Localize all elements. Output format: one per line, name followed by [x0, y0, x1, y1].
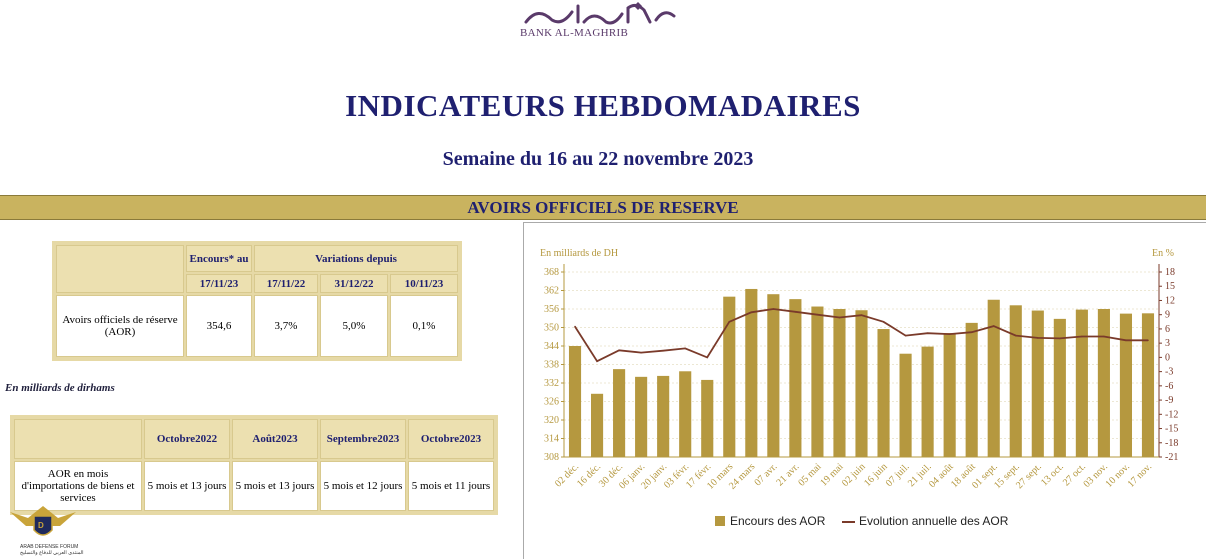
- category-label: 27 oct.: [1060, 461, 1088, 489]
- category-label: 03 févr.: [661, 461, 692, 491]
- month-header: Août2023: [232, 419, 318, 459]
- bar: [1120, 314, 1132, 457]
- category-label: 24 mars: [727, 461, 758, 492]
- category-label: 21 avr.: [774, 461, 802, 489]
- category-label: 18 août: [949, 461, 978, 491]
- bar: [1010, 305, 1022, 457]
- right-tick-label: -3: [1165, 366, 1174, 378]
- right-tick-label: 9: [1165, 309, 1170, 321]
- encours-header: Encours* au: [186, 245, 252, 272]
- row-label: AOR en mois d'importations de biens et services: [14, 461, 142, 511]
- left-tick-label: 344: [544, 341, 559, 352]
- category-label: 27 sept.: [1014, 461, 1044, 492]
- left-tick-label: 356: [544, 304, 559, 315]
- legend-bar-swatch: [715, 516, 725, 526]
- category-label: 10 mars: [705, 461, 736, 492]
- line-point: [1125, 340, 1127, 342]
- left-axis-label: En milliards de DH: [540, 248, 619, 259]
- value-cell: 3,7%: [254, 295, 318, 357]
- line-point: [640, 352, 642, 354]
- date-header: 17/11/22: [254, 274, 318, 293]
- category-label: 20 janv.: [639, 461, 670, 492]
- value-cell: 5 mois et 13 jours: [232, 461, 318, 511]
- bar: [1054, 319, 1066, 457]
- bar: [701, 380, 713, 457]
- line-point: [861, 314, 863, 316]
- bank-logo: [510, 0, 690, 44]
- month-header: Septembre2023: [320, 419, 406, 459]
- value-cell: 5 mois et 13 jours: [144, 461, 230, 511]
- import-months-table: [10, 415, 498, 515]
- category-label: 01 sept.: [970, 461, 1000, 492]
- bar: [679, 371, 691, 457]
- line-point: [795, 311, 797, 313]
- category-label: 06 janv.: [617, 461, 648, 492]
- row-label: Avoirs officiels de réserve (AOR): [56, 295, 184, 357]
- line-point: [1103, 336, 1105, 338]
- right-tick-label: 6: [1165, 323, 1170, 335]
- page-title: INDICATEURS HEBDOMADAIRES: [345, 88, 861, 123]
- line-point: [574, 326, 576, 328]
- line-point: [1015, 335, 1017, 337]
- left-tick-label: 368: [544, 267, 559, 278]
- category-label: 10 nov.: [1103, 461, 1133, 490]
- bar: [1076, 310, 1088, 457]
- category-label: 30 déc.: [597, 461, 626, 490]
- date-header: 10/11/23: [390, 274, 458, 293]
- value-cell: 0,1%: [390, 295, 458, 357]
- line-point: [1081, 336, 1083, 338]
- empty-header-cell: [14, 419, 142, 459]
- legend-line-label: Evolution annuelle des AOR: [859, 514, 1009, 528]
- page-subtitle: Semaine du 16 au 22 novembre 2023: [442, 148, 754, 170]
- bar: [789, 299, 801, 457]
- chart-panel: [523, 222, 1206, 559]
- category-label: 03 nov.: [1081, 461, 1111, 490]
- variations-header: Variations depuis: [254, 245, 458, 272]
- bar: [944, 333, 956, 457]
- shield-icon: [8, 504, 78, 544]
- bar: [657, 376, 669, 457]
- line-point: [751, 312, 753, 314]
- right-tick-label: -21: [1165, 452, 1179, 463]
- category-label: 02 déc.: [552, 461, 582, 490]
- bar: [900, 354, 912, 457]
- units-note: En milliards de dirhams: [5, 382, 115, 394]
- section-title: AVOIRS OFFICIELS DE RESERVE: [0, 195, 1206, 220]
- value-cell: 354,6: [186, 295, 252, 357]
- left-tick-label: 338: [544, 359, 559, 371]
- right-tick-label: 12: [1165, 295, 1175, 307]
- right-tick-label: -15: [1165, 423, 1179, 435]
- line-point: [817, 314, 819, 316]
- right-axis-label: En %: [1152, 248, 1174, 259]
- bar: [569, 346, 581, 457]
- bank-logo-text: BANK AL-MAGHRIB: [520, 27, 629, 39]
- line-point: [971, 331, 973, 333]
- bar: [877, 329, 889, 457]
- reserves-table: [52, 241, 462, 361]
- line-point: [1147, 340, 1149, 342]
- month-header: Octobre2023: [408, 419, 494, 459]
- left-tick-label: 308: [544, 452, 559, 463]
- line-point: [618, 349, 620, 351]
- line-point: [927, 332, 929, 334]
- date-header: 31/12/22: [320, 274, 388, 293]
- date-header: 17/11/23: [186, 274, 252, 293]
- left-tick-label: 332: [544, 378, 559, 389]
- line-point: [883, 321, 885, 323]
- line-point: [773, 308, 775, 310]
- line-point: [706, 357, 708, 359]
- line-point: [949, 333, 951, 335]
- watermark-brand: ARAB DEFENSE FORUM: [20, 544, 79, 550]
- month-header: Octobre2022: [144, 419, 230, 459]
- bar: [833, 309, 845, 457]
- line-point: [839, 317, 841, 319]
- category-label: 19 mai: [818, 461, 846, 489]
- category-label: 17 nov.: [1125, 461, 1155, 490]
- line-point: [1059, 338, 1061, 340]
- category-label: 07 juil.: [883, 461, 912, 490]
- bar: [988, 300, 1000, 457]
- value-cell: 5 mois et 11 jours: [408, 461, 494, 511]
- legend-bar-label: Encours des AOR: [730, 514, 826, 528]
- category-label: 02 juin: [840, 461, 868, 489]
- right-tick-label: -9: [1165, 395, 1174, 407]
- left-tick-label: 314: [544, 433, 559, 445]
- right-tick-label: 0: [1165, 352, 1170, 364]
- bank-logo-icon: [518, 0, 678, 30]
- bar: [811, 307, 823, 457]
- right-tick-label: -6: [1165, 380, 1174, 392]
- line-point: [1037, 337, 1039, 339]
- category-label: 13 oct.: [1038, 461, 1066, 489]
- category-label: 17 févr.: [683, 461, 714, 491]
- line-point: [728, 321, 730, 323]
- left-tick-label: 362: [544, 285, 559, 297]
- line-point: [993, 325, 995, 327]
- left-tick-label: 350: [544, 322, 559, 334]
- right-tick-label: 3: [1165, 338, 1170, 350]
- category-label: 16 juin: [862, 461, 890, 489]
- category-label: 04 août: [926, 461, 956, 491]
- left-tick-label: 326: [544, 396, 559, 408]
- category-label: 16 déc.: [574, 461, 604, 490]
- line-point: [905, 335, 907, 337]
- bar: [1142, 313, 1154, 457]
- tables-panel: [0, 222, 522, 559]
- bar: [635, 377, 647, 457]
- bar: [767, 294, 779, 457]
- value-cell: 5,0%: [320, 295, 388, 357]
- bar: [855, 310, 867, 457]
- category-label: 21 juil.: [905, 461, 934, 490]
- bar: [613, 369, 625, 457]
- watermark-sub: المنتدى العربي للدفاع والتسليح: [20, 550, 84, 556]
- bar: [591, 394, 603, 457]
- line-point: [684, 348, 686, 350]
- watermark: [8, 504, 88, 559]
- empty-header-cell: [56, 245, 184, 293]
- line-point: [662, 350, 664, 352]
- reserves-chart: [524, 223, 1206, 559]
- category-label: 07 avr.: [752, 461, 780, 489]
- right-tick-label: 18: [1165, 267, 1175, 278]
- category-label: 15 sept.: [992, 461, 1022, 492]
- bar: [1098, 309, 1110, 457]
- right-tick-label: -18: [1165, 437, 1179, 449]
- line-point: [596, 360, 598, 362]
- svg-text:D: D: [38, 521, 44, 530]
- category-label: 05 mai: [796, 461, 824, 489]
- value-cell: 5 mois et 12 jours: [320, 461, 406, 511]
- bar: [922, 347, 934, 457]
- left-tick-label: 320: [544, 415, 559, 426]
- right-tick-label: -12: [1165, 409, 1179, 421]
- right-tick-label: 15: [1165, 281, 1175, 293]
- bar: [1032, 311, 1044, 457]
- bar: [966, 323, 978, 457]
